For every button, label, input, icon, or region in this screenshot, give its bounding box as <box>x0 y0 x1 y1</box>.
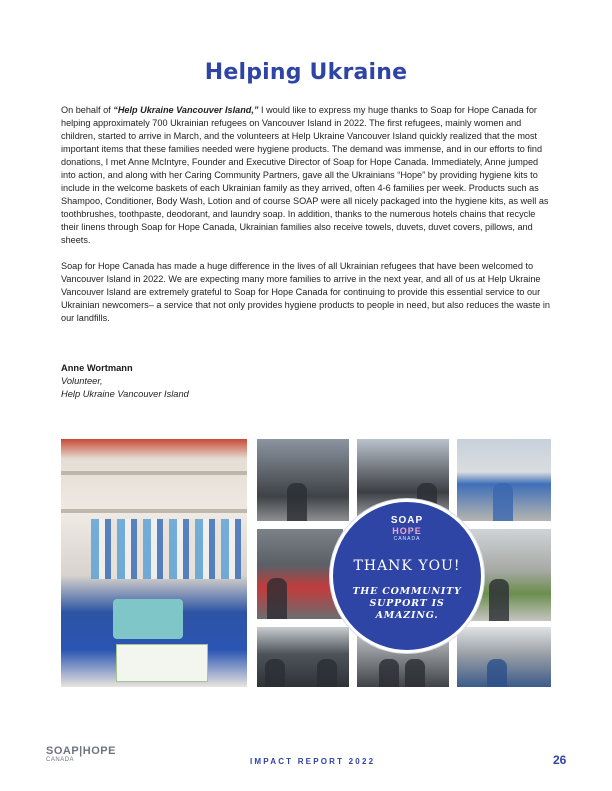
person-silhouette <box>317 659 337 687</box>
photo-volunteers-group <box>257 627 349 687</box>
community-line-3: AMAZING. <box>375 609 439 621</box>
footer-logo-sub: CANADA <box>46 757 75 763</box>
logo-soap-text: SOAP <box>390 515 424 526</box>
photo-volunteer-delivery <box>457 627 551 687</box>
person-silhouette <box>493 483 513 521</box>
paragraph-1-intro: On behalf of <box>61 105 114 115</box>
person-silhouette <box>267 578 287 619</box>
person-silhouette <box>287 483 307 521</box>
letter-body <box>61 104 555 338</box>
community-line-1: THE COMMUNITY <box>352 586 462 597</box>
photo-volunteers-car-trunk <box>257 439 349 521</box>
paragraph-1 <box>61 104 555 248</box>
soap-for-hope-logo <box>333 515 481 543</box>
thank-you-heading: THANK YOU! <box>353 558 461 574</box>
person-silhouette <box>405 659 425 687</box>
person-silhouette <box>487 659 507 687</box>
wipes-graphic <box>113 599 183 639</box>
signature-role: Volunteer, <box>61 376 103 387</box>
organization-emphasis: “Help Ukraine Vancouver Island,” <box>113 105 259 115</box>
signature-org: Help Ukraine Vancouver Island <box>61 389 189 400</box>
footer-logo <box>46 746 116 764</box>
logo-hope-text: HOPE <box>392 526 422 536</box>
person-silhouette <box>379 659 399 687</box>
shelf-graphic <box>61 471 247 475</box>
page-number: 26 <box>553 753 567 767</box>
photo-hygiene-products-table <box>61 439 247 687</box>
bottles-graphic <box>91 519 241 579</box>
signature-block <box>61 362 189 402</box>
person-silhouette <box>265 659 285 687</box>
photo-volunteer-holding-kits <box>457 439 551 521</box>
paragraph-1-rest: I would like to express my huge thanks to Soap for Hope Canada for helping approximately 700 Ukrainian refugees on Vancouver Island in 2022. The first refugees, mainly women and children, started to arrive in March, and the volunteers at Help Ukraine Vancouver Island quickly realized that the most important items that these families needed were hygiene products. The demand was immense, and in our efforts to find donations, I met Anne McIntyre, Founder and Executive Director of Soap for Hope Canada. Immediately, Anne jumped into action, and along with her Caring Community Partners, gave all the Ukrainians “Hope” by providing hygiene kits to include in the welcome baskets of each Ukrainian family as they arrived, often 4-6 families per week. Products such as Shampoo, Conditioner, Body Wash, Lotion and of course SOAP were all nicely packaged into the hygiene kits, as well as toothbrushes, toothpaste, deodorant, and laundry soap. In addition, thanks to the numerous hotels chains that recycle their linens through Soap for Hope Canada, Ukrainian families also receive towels, duvets, duvet covers, pillows, and sheets. <box>61 105 549 246</box>
community-line-2: SUPPORT IS <box>369 597 445 609</box>
signature-name: Anne Wortmann <box>61 363 133 373</box>
paragraph-2: Soap for Hope Canada has made a huge difference in the lives of all Ukrainian refugees that have been welcomed to Vancouver Island in 2022. We are expecting many more families to arrive in the next year, and all of us at Help Ukraine Vancouver Island are extremely grateful to Soap for Hope Canada for continuing to provide this essential service to our Ukrainian newcomers– a service that not only provides hygiene products to people in need, but also reduces the waste in our landfills. <box>61 261 550 324</box>
card-graphic <box>116 644 208 682</box>
thank-you-badge <box>330 499 484 653</box>
footer-logo-main: SOAP|HOPE <box>46 745 116 757</box>
logo-canada-text: CANADA <box>393 536 421 542</box>
person-silhouette <box>489 579 509 621</box>
footer-report-title: IMPACT REPORT 2022 <box>250 757 376 766</box>
shelf-graphic <box>61 509 247 513</box>
page-title: Helping Ukraine <box>204 60 408 85</box>
community-message <box>347 586 467 621</box>
